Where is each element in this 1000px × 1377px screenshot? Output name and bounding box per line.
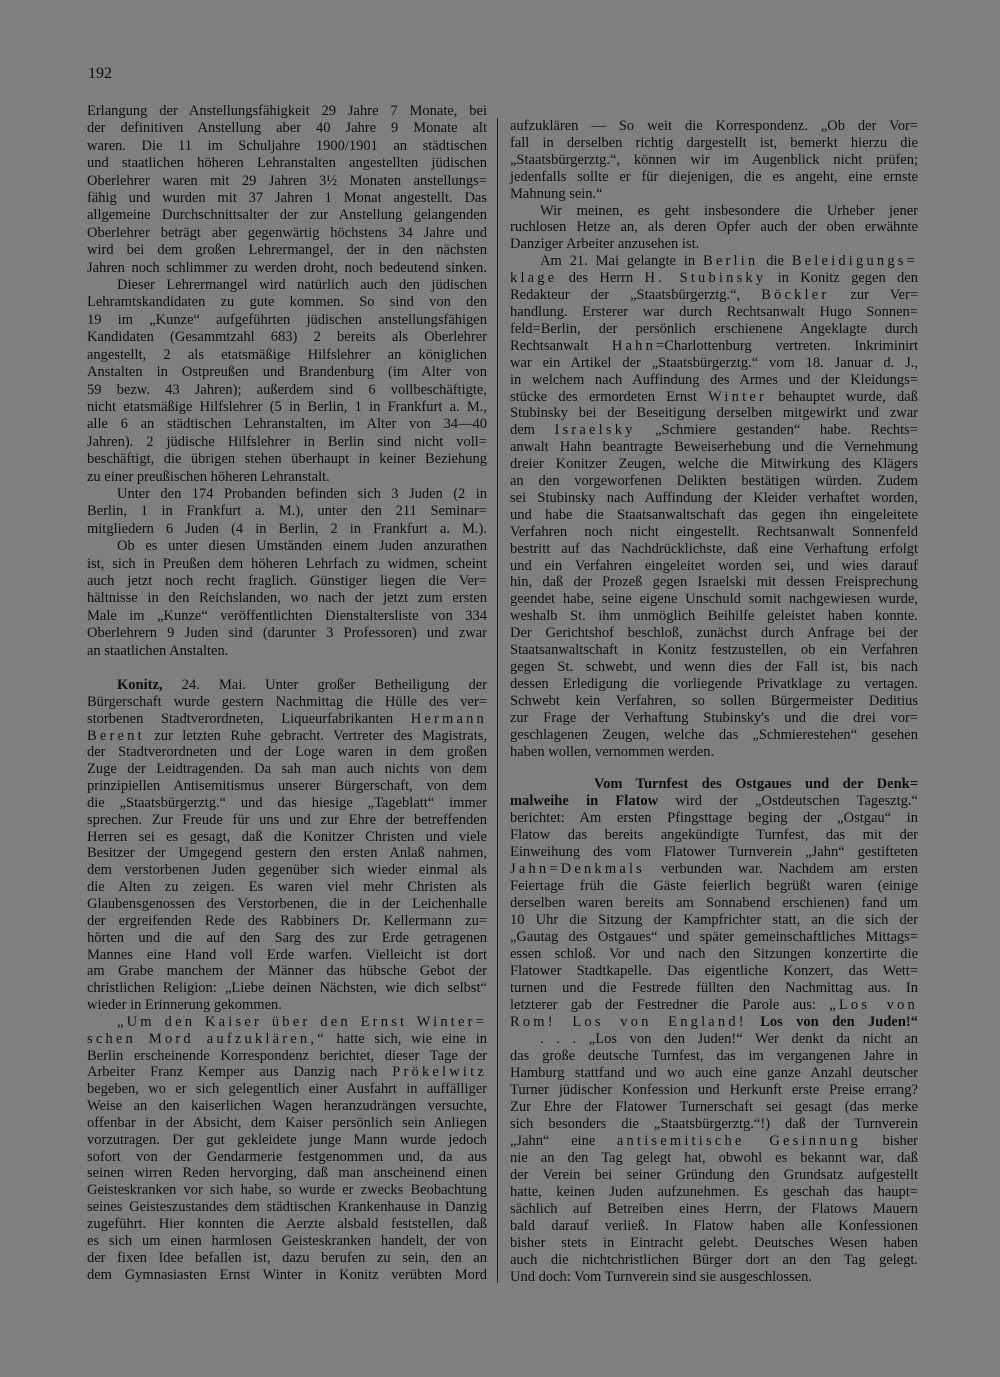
text-line: Glaubensgenossen des Verstorbenen, die in der Leichenhalle bbox=[87, 895, 487, 912]
text-line: Staatsanwaltschaft in Konitz festzustellen, ob ein Verfahren bbox=[510, 642, 918, 659]
text-line: christlichen Religion: „Liebe deinen Nächsten, wie dich selbst“ bbox=[87, 980, 487, 997]
spaced-text: „Los von bbox=[829, 997, 918, 1014]
text-line: Stubinsky bei der Beseitigung derselben mitgewirkt und zwar bbox=[510, 405, 918, 422]
text-line: Ob es unter diesen Umständen einem Juden anzurathen bbox=[117, 538, 487, 555]
spaced-text: Hermann bbox=[410, 710, 487, 727]
text-line: es sich um einen harmlosen Geisteskranken handelt, der von bbox=[87, 1232, 487, 1249]
text-line bbox=[510, 338, 918, 355]
paragraph bbox=[87, 486, 487, 538]
text-line: Der Gerichtshof beschloß, zunächst durch Anfrage bei der bbox=[510, 625, 918, 642]
text-segment: 24. Mai. Unter großer Betheiligung der bbox=[162, 677, 487, 693]
text-line: 10 Uhr die Sitzung der Kampfrichter statt, an die sich der bbox=[510, 912, 918, 929]
text-line: wieder in Erinnerung gekommen. bbox=[87, 997, 282, 1014]
text-line: Jahren). 2 jüdische Hilfslehrer in Berlin sind nicht voll= bbox=[87, 433, 487, 450]
text-line: Lehramtskandidaten zu gute kommen. So sind von den bbox=[87, 294, 487, 311]
text-segment: zur Ver= bbox=[829, 287, 918, 304]
text-line: das große deutsche Turnfest, das im vergangenen Jahre in bbox=[510, 1048, 918, 1065]
text-line: ruchlosen Hetze an, als deren Opfer auch der oben erwähnte bbox=[510, 219, 918, 236]
text-line bbox=[510, 287, 918, 304]
text-line bbox=[510, 270, 918, 287]
text-line: und ein Verfahren eingeleitet worden sei, und wies darauf bbox=[510, 557, 918, 574]
text-line: Schwebt kein Verfahren, so sollen Bürgermeister Deditius bbox=[510, 692, 918, 709]
spaced-text: „Um den Kaiser über den Ernst Winter= bbox=[117, 1013, 487, 1030]
text-line: dreier Konitzer Zeugen, welche die Mitwirkung des Klägers bbox=[510, 456, 918, 473]
text-line bbox=[510, 422, 918, 439]
text-line: in welchem nach Auffindung des Armes und der Kleidungs= bbox=[510, 371, 918, 388]
text-line: Oberlehrer waren mit 29 Jahren 3½ Monaten anstellungs= bbox=[87, 172, 487, 189]
text-segment: die bbox=[758, 253, 792, 270]
text-line: essen schloß. Vor und nach den Sitzungen konzertirte die bbox=[510, 946, 918, 963]
text-line: handlung. Ersterer war durch Rechtsanwalt Hugo Sonnen= bbox=[510, 303, 918, 320]
spaced-text: Jahn=Denkmals bbox=[510, 861, 646, 878]
text-line: weshalb St. ihm unmöglich Beihilfe geleistet haben konnte. bbox=[510, 608, 918, 625]
text-line: und habe die Staatsanwaltschaft das gegen ihn eingeleitete bbox=[510, 506, 918, 523]
text-line: Berlin, 1 in Frankfurt a. M.), unter den 211 Seminar= bbox=[87, 503, 487, 520]
text-line: der Verein bei seiner Gründung den Grundsatz aufgestellt bbox=[510, 1167, 918, 1184]
text-line bbox=[510, 1014, 918, 1031]
text-line: hin, daß der Prozeß gegen Israelski mit dessen Freisprechung bbox=[510, 574, 918, 591]
text-line: 59 bezw. 43 Jahren); außerdem sind 6 vollbeschäftigte, bbox=[87, 381, 487, 398]
text-segment bbox=[747, 1014, 760, 1030]
text-line: bald darauf verließ. In Flatow haben alle Konfessionen bbox=[510, 1218, 918, 1235]
paragraph bbox=[510, 1031, 918, 1286]
text-line: anwalt Hahn beantragte Beweiserhebung und die Vernehmung bbox=[510, 439, 918, 456]
column-divider bbox=[497, 118, 498, 1283]
spaced-text: Rom! Los von England! bbox=[510, 1014, 747, 1031]
text-line: vorzutragen. Der gut gekleidete junge Mann wurde jedoch bbox=[87, 1131, 487, 1148]
text-line: zu einer preußischen höheren Lehranstalt. bbox=[87, 468, 330, 485]
text-line: Male im „Kunze“ veröffentlichten Dienstaltersliste von 334 bbox=[87, 607, 487, 624]
text-line: hatte, keinen Juden aufzunehmen. Es geschah das haupt= bbox=[510, 1184, 918, 1201]
text-line: feld=Berlin, der persönlich erschienene Angeklagte durch bbox=[510, 320, 918, 337]
text-line bbox=[510, 776, 918, 793]
text-line: „Gautag des Ostgaues“ und später gemeinschaftliches Mittags= bbox=[510, 929, 918, 946]
bold-text: Konitz, bbox=[117, 677, 163, 693]
text-segment: Redakteur der „Staatsbürgerztg.“, bbox=[510, 287, 762, 304]
text-segment: Rechtsanwalt bbox=[510, 337, 612, 354]
text-line: Danziger Arbeiter anzusehen ist. bbox=[510, 236, 700, 253]
text-line: fall in derselben richtig dargestellt ist, bemerkt hierzu die bbox=[510, 134, 918, 151]
text-line: dem Gymnasiasten Ernst Winter in Konitz verübten Mord bbox=[87, 1266, 487, 1283]
bold-text: malweihe in Flatow bbox=[510, 793, 659, 810]
page-number: 192 bbox=[88, 65, 112, 82]
paragraph bbox=[87, 538, 487, 660]
text-line: Bürgerschaft wurde gestern Nachmittag die Hülle des ver= bbox=[87, 693, 487, 710]
text-line: Flatower Stadtkapelle. Das eigentliche Konzert, das Wett= bbox=[510, 963, 918, 980]
text-line: Anstalten in Ostpreußen und Brandenburg (im Alter von bbox=[87, 364, 487, 381]
text-line: bisher stets in Eintracht gelebt. Deutsches Wesen haben bbox=[510, 1235, 918, 1252]
text-segment: des Herrn bbox=[557, 270, 645, 287]
text-segment: in Konitz gegen den bbox=[766, 270, 918, 287]
text-line: Jahren noch schlimmer zu werden droht, noch bedeutend sinken. bbox=[87, 259, 487, 276]
text-line bbox=[87, 677, 487, 694]
text-segment: bisher bbox=[860, 1133, 918, 1150]
text-line: Dieser Lehrermangel wird natürlich auch den jüdischen bbox=[117, 277, 487, 294]
text-line: Flatow das bereits angekündigte Turnfest, das mit der bbox=[510, 827, 918, 844]
text-line: wird bei dem großen Lehrermangel, der in den nächsten bbox=[87, 242, 487, 259]
text-line: alle 6 an städtischen Lehranstalten, im Alter von 34—40 bbox=[87, 416, 487, 433]
text-line: sprechen. Zur Freude für uns und zur Ehre der betreffenden bbox=[87, 811, 487, 828]
text-line: Einweihung des vom Flatower Turnverein „Jahn“ gestifteten bbox=[510, 844, 918, 861]
bold-text: Vom Turnfest des Ostgaues und der Denk= bbox=[594, 776, 918, 793]
text-line bbox=[510, 1133, 918, 1150]
text-line: auch die nichtchristlichen Bürger dort an den Tag gelegt. bbox=[510, 1252, 918, 1269]
text-line: zur Frage der Verhaftung Stubinsky's und die drei vor= bbox=[510, 709, 918, 726]
text-segment: wird der „Ostdeutschen Tagesztg.“ bbox=[658, 793, 918, 810]
text-line: Kandidaten (Gesammtzahl 683) 2 bereits als Oberlehrer bbox=[87, 329, 487, 346]
text-line: der fixen Idee befallen ist, dazu berufen zu sein, den an bbox=[87, 1249, 487, 1266]
text-line: Herren sei es gesagt, daß die Konitzer Christen und viele bbox=[87, 828, 487, 845]
spaced-text: antisemitische Gesinnung bbox=[616, 1133, 861, 1150]
text-line: Berlin erscheinende Korrespondenz berichtet, dieser Tage der bbox=[87, 1047, 487, 1064]
text-segment: dem bbox=[510, 422, 555, 439]
article-start-paragraph bbox=[510, 776, 918, 1031]
text-line: sächlich auf Betreiben eines Herrn, der Flatows Mauern bbox=[510, 1201, 918, 1218]
text-line: haben wollen, vernommen werden. bbox=[510, 743, 715, 760]
text-line: Mahnung sein.“ bbox=[510, 185, 603, 202]
text-line bbox=[87, 711, 487, 728]
text-line: Oberlehrer beträgt aber gegenwärtig höchstens 34 Jahre und bbox=[87, 224, 487, 241]
text-line: . . . „Los von den Juden!“ Wer denkt da nicht an bbox=[540, 1031, 918, 1048]
paragraph bbox=[87, 1014, 487, 1284]
text-line: bestritt auf das Nachdrücklichste, daß eine Verhaftung erfolgt bbox=[510, 540, 918, 557]
text-line bbox=[87, 1064, 487, 1081]
bold-text: Los von den Juden!“ bbox=[760, 1014, 919, 1031]
text-line: beschäftigt, die übrigen stehen überhaupt in keiner Beziehung bbox=[87, 451, 487, 468]
article-start-paragraph bbox=[87, 677, 487, 1014]
text-line bbox=[510, 389, 918, 406]
text-line: fähig und wurden mit 37 Jahren 1 Monat angestellt. Das bbox=[87, 190, 487, 207]
left-column bbox=[87, 103, 487, 1283]
text-line: geendet habe, seine eigene Unschuld somit nachgewiesen wurde, bbox=[510, 591, 918, 608]
text-line: auch jetzt noch recht fraglich. Günstiger liegen die Ver= bbox=[87, 572, 487, 589]
text-line: „Staatsbürgerztg.“, können wir im Augenblick nicht prüfen; bbox=[510, 151, 918, 168]
text-line bbox=[510, 793, 918, 810]
paragraph bbox=[510, 203, 918, 254]
text-line: die Alten zu zeigen. Es waren viel mehr Christen als bbox=[87, 879, 487, 896]
text-line: Mannes eine Hand voll Erde warfen. Vielleicht ist dort bbox=[87, 946, 487, 963]
text-line bbox=[87, 728, 487, 745]
text-line: zugeführt. Hier konnten die Aerzte alsbald feststellen, daß bbox=[87, 1216, 487, 1232]
text-line: nie an den Tag gelegt hat, obwohl es bekannt war, daß bbox=[510, 1150, 918, 1167]
text-line: Wir meinen, es geht insbesondere die Urheber jener bbox=[540, 202, 918, 219]
right-column bbox=[510, 118, 918, 1286]
text-line: an den vorgeworfenen Delikten bestätigen würden. Zudem bbox=[510, 473, 918, 490]
text-line: Oberlehrern 9 Juden sind (darunter 3 Professoren) und zwar bbox=[87, 625, 487, 642]
text-line: seinen wirren Reden hervorging, daß man anscheinend einen bbox=[87, 1165, 487, 1182]
text-line: am Grabe manchem der Männer das hübsche Gebot der bbox=[87, 963, 487, 980]
text-line: angestellt, 2 als etatsmäßige Hilfslehrer an königlichen bbox=[87, 346, 487, 363]
paragraph bbox=[510, 253, 918, 760]
text-line: Turner jüdischer Konfession und Herkunft erste Preise errang? bbox=[510, 1082, 918, 1099]
text-line: berichtet: Am ersten Pfingsttage beging der „Ostgau“ in bbox=[510, 810, 918, 827]
text-line: 19 im „Kunze“ aufgeführten jüdischen anstellungsfähigen bbox=[87, 311, 487, 328]
text-line: hörten und die auf den Sarg des zur Erde getragenen bbox=[87, 929, 487, 946]
text-line: Weise an den kaiserlichen Wagen heranzudrängen versuchte, bbox=[87, 1098, 487, 1115]
text-line: Unter den 174 Probanden befinden sich 3 Juden (2 in bbox=[117, 485, 487, 502]
text-segment: storbenen Stadtverordneten, Liqueurfabrikanten bbox=[87, 710, 411, 727]
text-line: offenbar in der Absicht, dem Kaiser persönlich sein Anliegen bbox=[87, 1114, 487, 1131]
text-segment: „Schmiere gestanden“ habe. Rechts= bbox=[635, 422, 918, 439]
text-line: ist, sich in Preußen dem höheren Lehrfach zu widmen, scheint bbox=[87, 555, 487, 572]
spaced-text: Beleidigungs= bbox=[791, 253, 918, 270]
text-segment: hatte sich, wie eine in bbox=[326, 1030, 487, 1047]
text-line bbox=[87, 1031, 487, 1048]
text-line: an staatlichen Anstalten. bbox=[87, 642, 229, 659]
text-segment: „Jahn“ eine bbox=[510, 1133, 617, 1150]
text-line: aufzuklären — So weit die Korrespondenz. „Ob der Vor= bbox=[510, 118, 918, 134]
spaced-text: schen Mord aufzuklären,“ bbox=[87, 1030, 327, 1047]
text-line: turnen und die Festrede füllten den Nachmittag aus. In bbox=[510, 980, 918, 997]
text-line: waren. Die 11 im Schuljahre 1900/1901 an städtischen bbox=[87, 137, 487, 154]
text-line: Besitzer der Umgegend gestern den ersten Anlaß nahmen, bbox=[87, 845, 487, 862]
text-line: allgemeine Durchschnittsalter der zur Anstellung gelangenden bbox=[87, 207, 487, 224]
spaced-text: Israelsky bbox=[554, 422, 636, 439]
text-line: sei Stubinsky nach Auffindung der Kleider verhaftet worden, bbox=[510, 489, 918, 506]
text-line: Und doch: Vom Turnverein sind sie ausgeschlossen. bbox=[510, 1269, 812, 1286]
paragraph bbox=[87, 277, 487, 486]
text-line: Verfahren noch nicht eingestellt. Rechtsanwalt Sonnenfeld bbox=[510, 523, 918, 540]
spaced-text: Winter bbox=[708, 388, 767, 405]
spaced-text: H. Stubinsky bbox=[644, 270, 767, 287]
text-line: der ergreifenden Rede des Rabbiners Dr. Kellermann zu= bbox=[87, 912, 487, 929]
text-segment: behauptet wurde, daß bbox=[766, 388, 918, 405]
text-line: Erlangung der Anstellungsfähigkeit 29 Jahre 7 Monate, bei bbox=[87, 103, 487, 119]
text-line: sich besonders die „Staatsbürgerztg.“!) daß der Turnverein bbox=[510, 1116, 918, 1133]
paragraph bbox=[510, 118, 918, 203]
text-line: und staatlichen höheren Lehranstalten angestellten jüdischen bbox=[87, 155, 487, 172]
text-line: nicht etatsmäßige Hilfslehrer (5 in Berlin, 1 in Frankfurt a. M., bbox=[87, 398, 487, 415]
paragraph bbox=[87, 103, 487, 277]
spaced-text: Hahn bbox=[611, 337, 657, 354]
text-line: hältnisse in den Reichslanden, wo nach der jetzt zum ersten bbox=[87, 590, 487, 607]
spaced-text: Prökelwitz bbox=[392, 1064, 487, 1081]
text-line: Feiertage früh die Gäste feierlich begrüßt waren (einige bbox=[510, 878, 918, 895]
spaced-text: Berent bbox=[87, 727, 145, 744]
text-segment: letzterer gab der Festredner die Parole aus: bbox=[510, 997, 830, 1014]
text-segment: zur letzten Ruhe gebracht. Vertreter des Magistrats, bbox=[144, 727, 487, 744]
text-line: gegen St. schwebt, und wenn dies der Fall ist, bis nach bbox=[510, 659, 918, 675]
text-line: dem verstorbenen Juden gegenüber sich wieder einmal als bbox=[87, 862, 487, 879]
text-line: der definitiven Anstellung aber 40 Jahre 9 Monate alt bbox=[87, 120, 487, 137]
text-line: mitgliedern 6 Juden (4 in Berlin, 2 in Frankfurt a. M.). bbox=[87, 520, 487, 537]
text-line: dessen Erledigung die vorliegende Privatklage zu vertagen. bbox=[510, 675, 918, 692]
text-line: prinzipiellen Antisemitismus unserer Bürgerschaft, von dem bbox=[87, 778, 487, 795]
text-line: Zur Ehre der Flatower Turnerschaft sei gesagt (das merke bbox=[510, 1099, 918, 1116]
text-segment: stücke des ermordeten Ernst bbox=[510, 388, 709, 405]
text-line: Zuge der Leidtragenden. Da sah man auch nichts von dem bbox=[87, 761, 487, 778]
text-line bbox=[510, 861, 918, 878]
spaced-text: Berlin bbox=[702, 253, 759, 270]
text-segment: verbunden war. Nachdem am ersten bbox=[645, 861, 918, 878]
spaced-text: Böckler bbox=[761, 287, 830, 304]
text-line: sofort von der Gendarmerie festgenommen und, da aus bbox=[87, 1148, 487, 1165]
text-line: die „Staatsbürgerztg.“ und das hiesige „Tageblatt“ immer bbox=[87, 794, 487, 811]
text-line: Hamburg stattfand und wo auch eine ganze Anzahl deutscher bbox=[510, 1065, 918, 1082]
text-line: der Stadtverordneten und der Loge waren in dem großen bbox=[87, 744, 487, 761]
text-segment: =Charlottenburg vertreten. Inkriminirt bbox=[656, 337, 918, 354]
spaced-text: klage bbox=[510, 270, 558, 287]
text-line: war ein Artikel der „Staatsbürgerztg.“ vom 18. Januar d. J., bbox=[510, 354, 918, 371]
text-line: geschlagenen Zeugen, welche das „Schmierestehen“ gesehen bbox=[510, 726, 918, 743]
text-line: derselben waren bereits am Sonnabend erschienen) fand um bbox=[510, 895, 918, 912]
text-line: begeben, wo er sich gelegentlich einer Ausfahrt in auffälliger bbox=[87, 1081, 487, 1098]
text-line bbox=[510, 253, 918, 270]
text-line: seines Geisteszustandes dem städtischen Krankenhause in Danzig bbox=[87, 1199, 487, 1216]
text-line bbox=[510, 997, 918, 1014]
text-line bbox=[87, 1014, 487, 1031]
text-line: jedenfalls sollte er für diejenigen, die es angeht, eine ernste bbox=[510, 168, 918, 185]
text-segment: Am 21. Mai gelangte in bbox=[540, 253, 703, 270]
text-segment: Arbeiter Franz Kemper aus Danzig nach bbox=[87, 1064, 393, 1081]
text-line: Geisteskranken vor sich habe, so wurde er zwecks Beobachtung bbox=[87, 1182, 487, 1199]
